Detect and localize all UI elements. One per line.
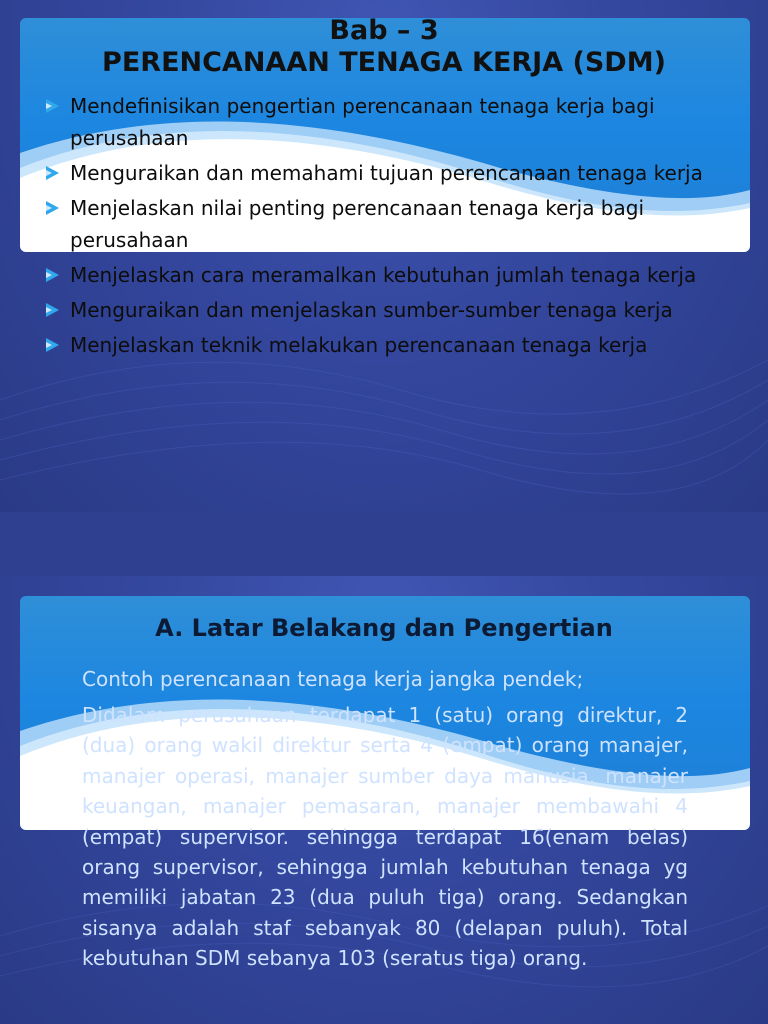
arrow-bullet-icon <box>46 201 59 215</box>
arrow-bullet-icon <box>46 99 59 113</box>
chapter-title: Bab – 3 <box>329 15 439 46</box>
arrow-bullet-icon <box>46 338 59 352</box>
intro-text: Contoh perencanaan tenaga kerja jangka pendek; <box>82 667 584 691</box>
objectives-list <box>46 90 726 364</box>
slide-2 <box>0 576 768 1024</box>
list-item: Menguraikan dan menjelaskan sumber-sumber tenaga kerja <box>46 294 726 326</box>
arrow-bullet-icon <box>46 268 59 282</box>
slide-separator <box>0 512 768 576</box>
list-item: Menjelaskan cara meramalkan kebutuhan jumlah tenaga kerja <box>46 259 726 291</box>
arrow-bullet-icon <box>46 303 59 317</box>
body-paragraph: Didalam perusahaan terdapat 1 (satu) orang direktur, 2 (dua) orang wakil direktur serta 4 (empat) orang manajer, manajer operasi, manajer sumber daya manusia, manajer keuangan, manajer pemasaran, manajer membawahi 4 (empat) supervisor. sehingga terdapat 16(enam belas) orang supervisor, sehingga jumlah kebutuhan tenaga yg memiliki jabatan 23 (dua puluh tiga) orang. Sedangkan sisanya adalah staf sebanyak 80 (delapan puluh). Total kebutuhan SDM sebanya 103 (seratus tiga) orang. <box>82 703 688 971</box>
list-item: Menjelaskan nilai penting perencanaan tenaga kerja bagi perusahaan <box>46 192 726 256</box>
list-item: Mendefinisikan pengertian perencanaan tenaga kerja bagi perusahaan <box>46 90 726 154</box>
list-item: Menguraikan dan memahami tujuan perencanaan tenaga kerja <box>46 157 726 189</box>
list-item: Menjelaskan teknik melakukan perencanaan tenaga kerja <box>46 329 726 361</box>
slide-title: PERENCANAAN TENAGA KERJA (SDM) <box>102 47 666 78</box>
section-title: A. Latar Belakang dan Pengertian <box>155 614 613 642</box>
arrow-bullet-icon <box>46 166 59 180</box>
